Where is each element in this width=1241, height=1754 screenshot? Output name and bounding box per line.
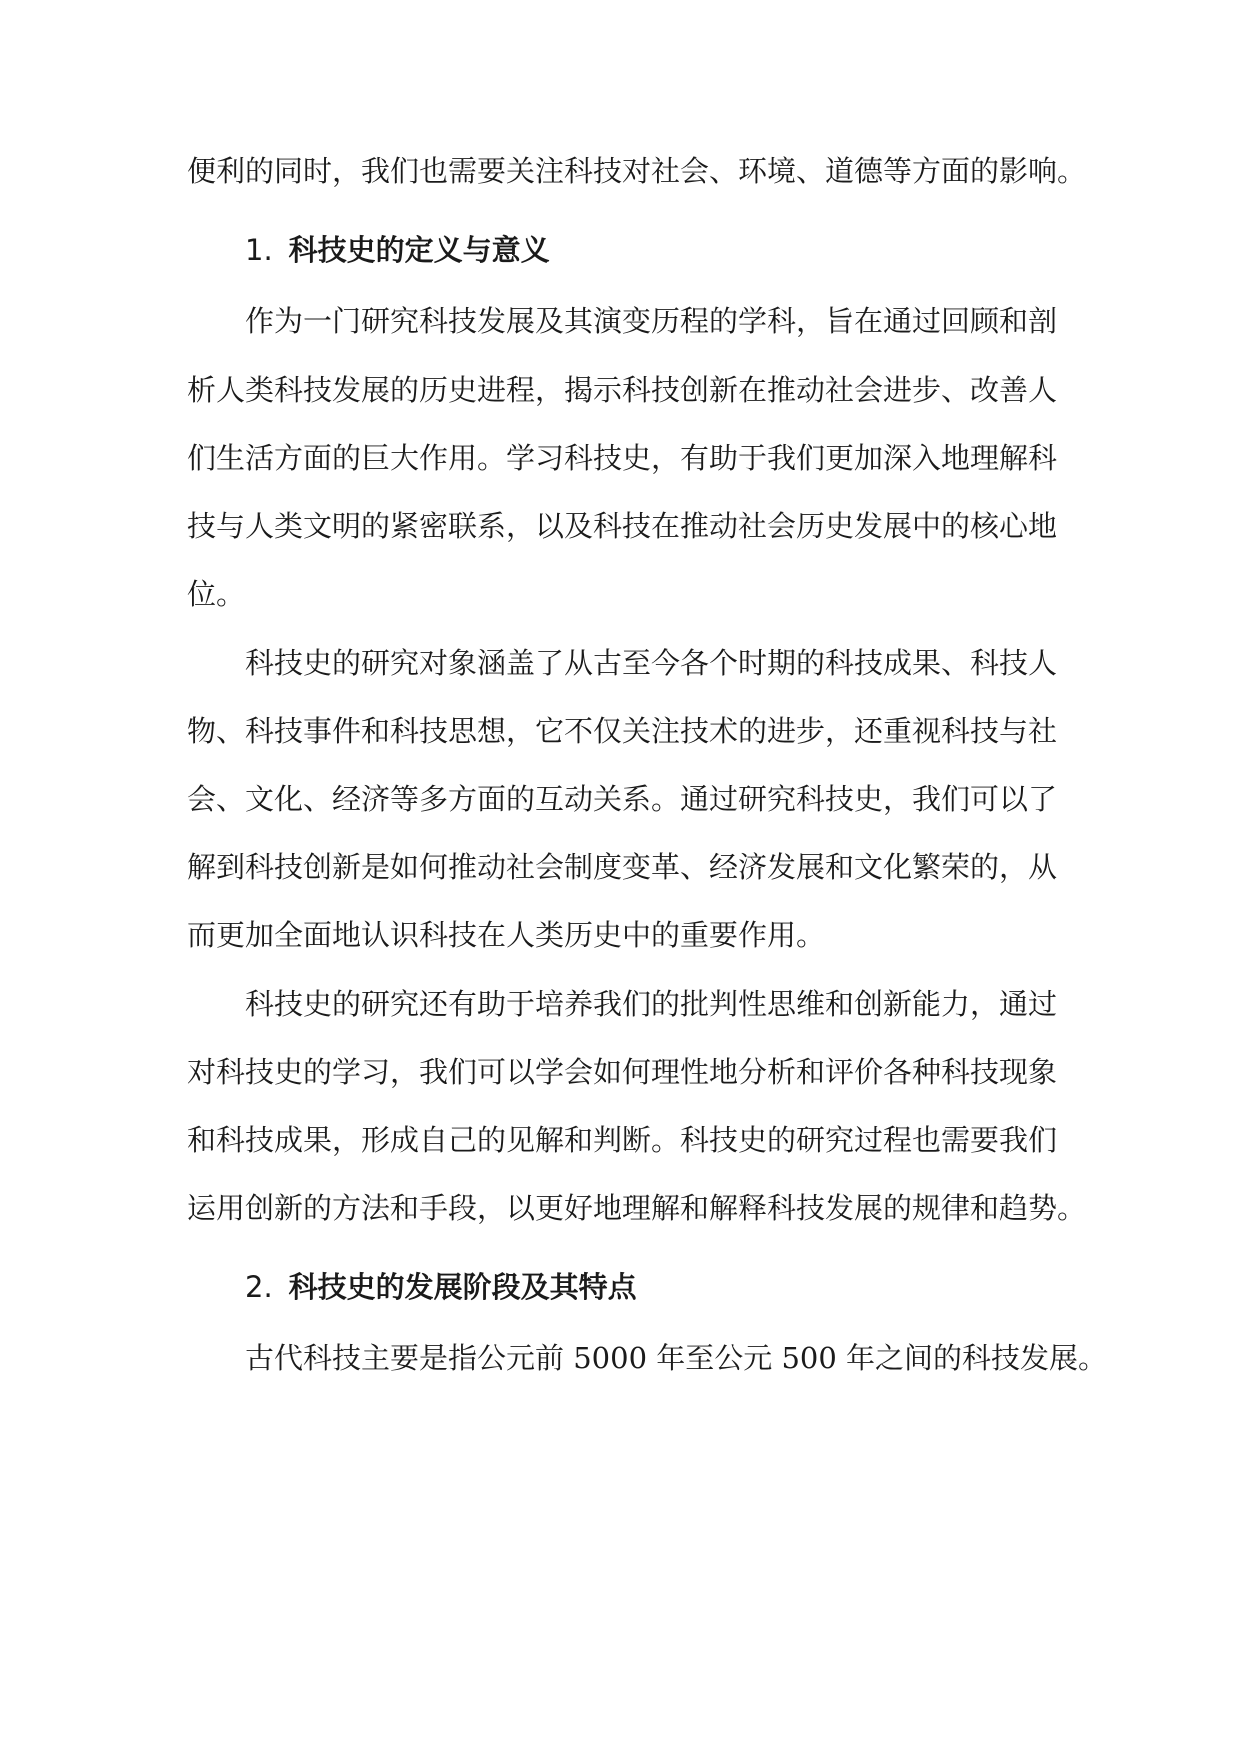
s1-p3-line-4: 运用创新的方法和手段，以更好地理解和解释科技发展的规律和趋势。	[187, 1191, 1087, 1225]
section-1-heading	[245, 230, 550, 270]
s1-p3-line-2: 对科技史的学习，我们可以学会如何理性地分析和评价各种科技现象	[187, 1055, 1058, 1089]
s1-p2-line-5: 而更加全面地认识科技在人类历史中的重要作用。	[187, 918, 826, 952]
s1-p1-line-2: 析人类科技发展的历史进程，揭示科技创新在推动社会进步、改善人	[187, 373, 1058, 407]
s1-p1-line-3: 们生活方面的巨大作用。学习科技史，有助于我们更加深入地理解科	[187, 441, 1058, 475]
s1-p2-line-1: 科技史的研究对象涵盖了从古至今各个时期的科技成果、科技人	[245, 646, 1058, 680]
section-1-number: 1.	[245, 233, 273, 267]
s1-p2-line-2: 物、科技事件和科技思想，它不仅关注技术的进步，还重视科技与社	[187, 714, 1058, 748]
section-2-title: 科技史的发展阶段及其特点	[288, 1270, 637, 1304]
s2-p1-line-1: 古代科技主要是指公元前 5000 年至公元 500 年之间的科技发展。	[245, 1341, 1108, 1375]
section-2-heading	[245, 1267, 637, 1307]
s1-p3-line-3: 和科技成果，形成自己的见解和判断。科技史的研究过程也需要我们	[187, 1123, 1058, 1157]
s1-p2-line-4: 解到科技创新是如何推动社会制度变革、经济发展和文化繁荣的，从	[187, 850, 1058, 884]
section-1-title: 科技史的定义与意义	[288, 233, 550, 267]
s1-p1-line-4: 技与人类文明的紧密联系，以及科技在推动社会历史发展中的核心地	[187, 509, 1058, 543]
s1-p3-line-1: 科技史的研究还有助于培养我们的批判性思维和创新能力，通过	[245, 987, 1058, 1021]
s1-p1-line-1: 作为一门研究科技发展及其演变历程的学科，旨在通过回顾和剖	[245, 304, 1058, 338]
s1-p1-line-5: 位。	[187, 577, 246, 611]
s1-p2-line-3: 会、文化、经济等多方面的互动关系。通过研究科技史，我们可以了	[187, 782, 1058, 816]
section-2-number: 2.	[245, 1270, 273, 1304]
intro-line: 便利的同时，我们也需要关注科技对社会、环境、道德等方面的影响。	[187, 154, 1087, 188]
